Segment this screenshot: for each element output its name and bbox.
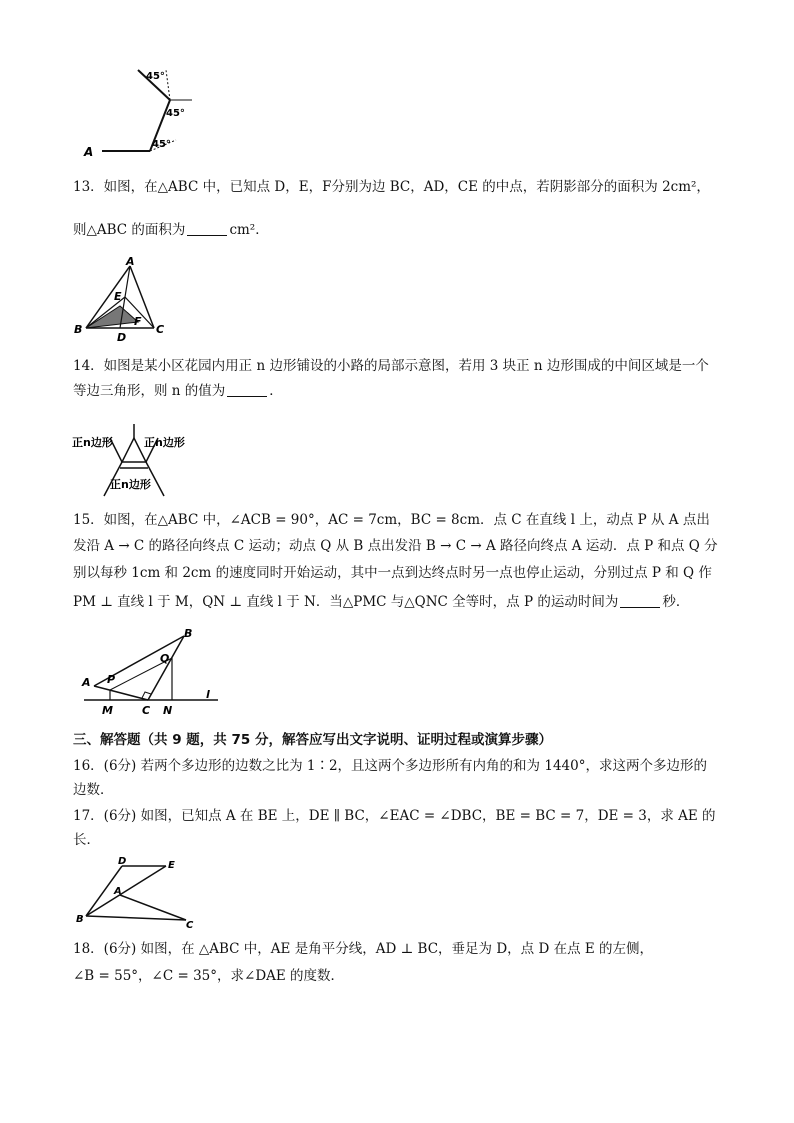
q13-line1: 13．如图，在△ABC 中，已知点 D，E，F分别为边 BC，AD，CE 的中点，若阴影部分的面积为 2cm²， [73,179,710,195]
label-a: A [126,256,135,268]
central-triangle [122,438,146,462]
q14-line2-pre: 等边三角形，则 n 的值为 [73,383,226,399]
figure-q14 [70,412,200,500]
label-b: B [76,914,84,925]
label-c: C [156,323,165,336]
q18-line1: 18．(6分) 如图，在 △ABC 中，AE 是角平分线，AD ⊥ BC，垂足为 D，点 D 在点 E 的左侧， [73,941,654,957]
label-d: D [118,856,127,867]
label-l: l [206,688,210,701]
label-e: E [114,290,122,303]
angle-label-1: 45° [146,71,165,82]
label-q: Q [160,652,170,665]
q16-line1: 16．(6分) 若两个多边形的边数之比为 1∶2，且这两个多边形所有内角的和为 1440°，求这两个多边形的 [73,758,707,774]
q13-answer-blank[interactable] [187,221,227,236]
label-p: P [107,673,116,686]
q16-line2: 边数． [73,782,114,798]
q13-line2 [73,220,269,240]
q14-answer-blank[interactable] [227,382,267,397]
angle-label-3: 45° [152,139,171,150]
q15-line4-post: 秒． [662,594,690,610]
label-a: A [114,886,122,897]
label-d: D [117,331,127,344]
q14-line1: 14．如图是某小区花园内用正 n 边形铺设的小路的局部示意图，若用 3 块正 n 边形围成的中间区域是一个 [73,358,709,374]
q17-line1: 17．(6分) 如图，已知点 A 在 BE 上，DE ∥ BC，∠EAC = ∠DBC，BE = BC = 7，DE = 3，求 AE 的 [73,808,716,824]
q13-line2-post: cm²． [229,222,269,238]
point-a-label: A [84,145,94,159]
side-ac [94,686,148,700]
q18-line2: ∠B = 55°，∠C = 35°，求∠DAE 的度数． [73,968,345,984]
label-b: B [184,628,193,640]
figure-q12 [80,60,210,165]
q15-line4 [73,592,689,612]
figure-q17 [74,854,204,930]
section3-title: 三、解答题（共 9 题，共 75 分，解答应写出文字说明、证明过程或演算步骤） [73,732,552,748]
segment-ac [120,895,186,920]
label-b: B [74,323,83,336]
label-c: C [186,920,194,930]
label-f: F [134,315,142,328]
label-right-polygon: 正n边形 [144,436,185,449]
figure-q13 [72,256,172,344]
q15-line1: 15．如图，在△ABC 中，∠ACB = 90°，AC = 7cm，BC = 8cm．点 C 在直线 l 上，动点 P 从 A 点出 [73,512,710,528]
q14-line2 [73,381,283,401]
label-m: M [102,704,113,717]
q17-line2: 长． [73,832,100,848]
q15-line4-pre: PM ⊥ 直线 l 于 M，QN ⊥ 直线 l 于 N．当△PMC 与△QNC 全等时，点 P 的运动时间为 [73,594,619,610]
figure-q15 [80,628,230,718]
label-c: C [142,704,151,717]
label-n: N [163,704,173,717]
segment-bc [86,916,186,920]
q15-answer-blank[interactable] [620,593,660,608]
label-bottom-polygon: 正n边形 [110,478,151,491]
label-e: E [168,860,175,871]
q14-line2-post: ． [269,383,283,399]
q15-line2: 发沿 A → C 的路径向终点 C 运动；动点 Q 从 B 点出发沿 B → C → A 路径向终点 A 运动．点 P 和点 Q 分 [73,538,718,554]
q15-line3: 别以每秒 1cm 和 2cm 的速度同时开始运动，其中一点到达终点时另一点也停止运动，分别过点 P 和 Q 作 [73,565,712,581]
label-a: A [82,676,91,689]
label-left-polygon: 正n边形 [72,436,113,449]
q13-line2-pre: 则△ABC 的面积为 [73,222,186,238]
angle-label-2: 45° [166,108,185,119]
